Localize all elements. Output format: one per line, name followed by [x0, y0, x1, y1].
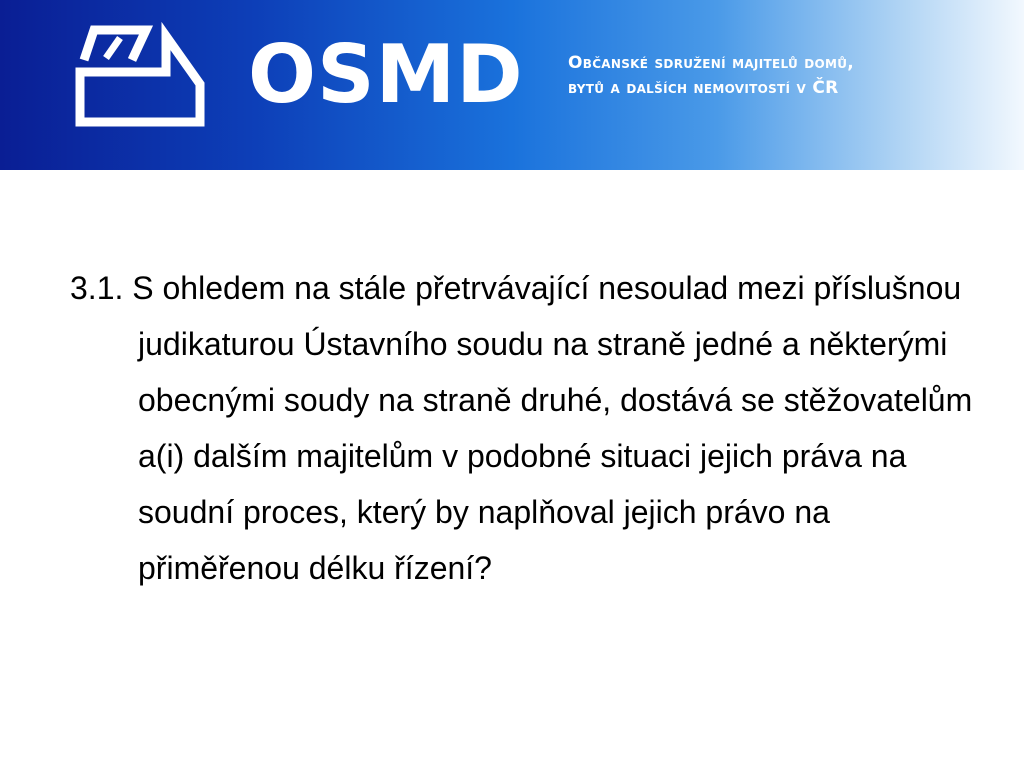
organization-tagline — [568, 51, 854, 101]
tagline-line-2: bytů a dalších nemovitostí v ČR — [568, 78, 839, 98]
tagline-line-1: Občanské sdružení majitelů domů, — [568, 53, 855, 73]
slide-content — [70, 260, 990, 596]
house-logo-icon — [74, 22, 208, 128]
header-banner — [0, 0, 1024, 170]
question-paragraph: 3.1. S ohledem na stále přetrvávající nesoulad mezi příslušnou judikaturou Ústavního soudu na straně jedné a některými obecnými soudy na straně druhé, dostává se stěžovatelům a(i) dalším majitelům v podobné situaci jejich práva na soudní proces, který by naplňoval jejich právo na přiměřenou délku řízení? — [70, 270, 973, 586]
brand-name: OSMD — [248, 28, 524, 121]
